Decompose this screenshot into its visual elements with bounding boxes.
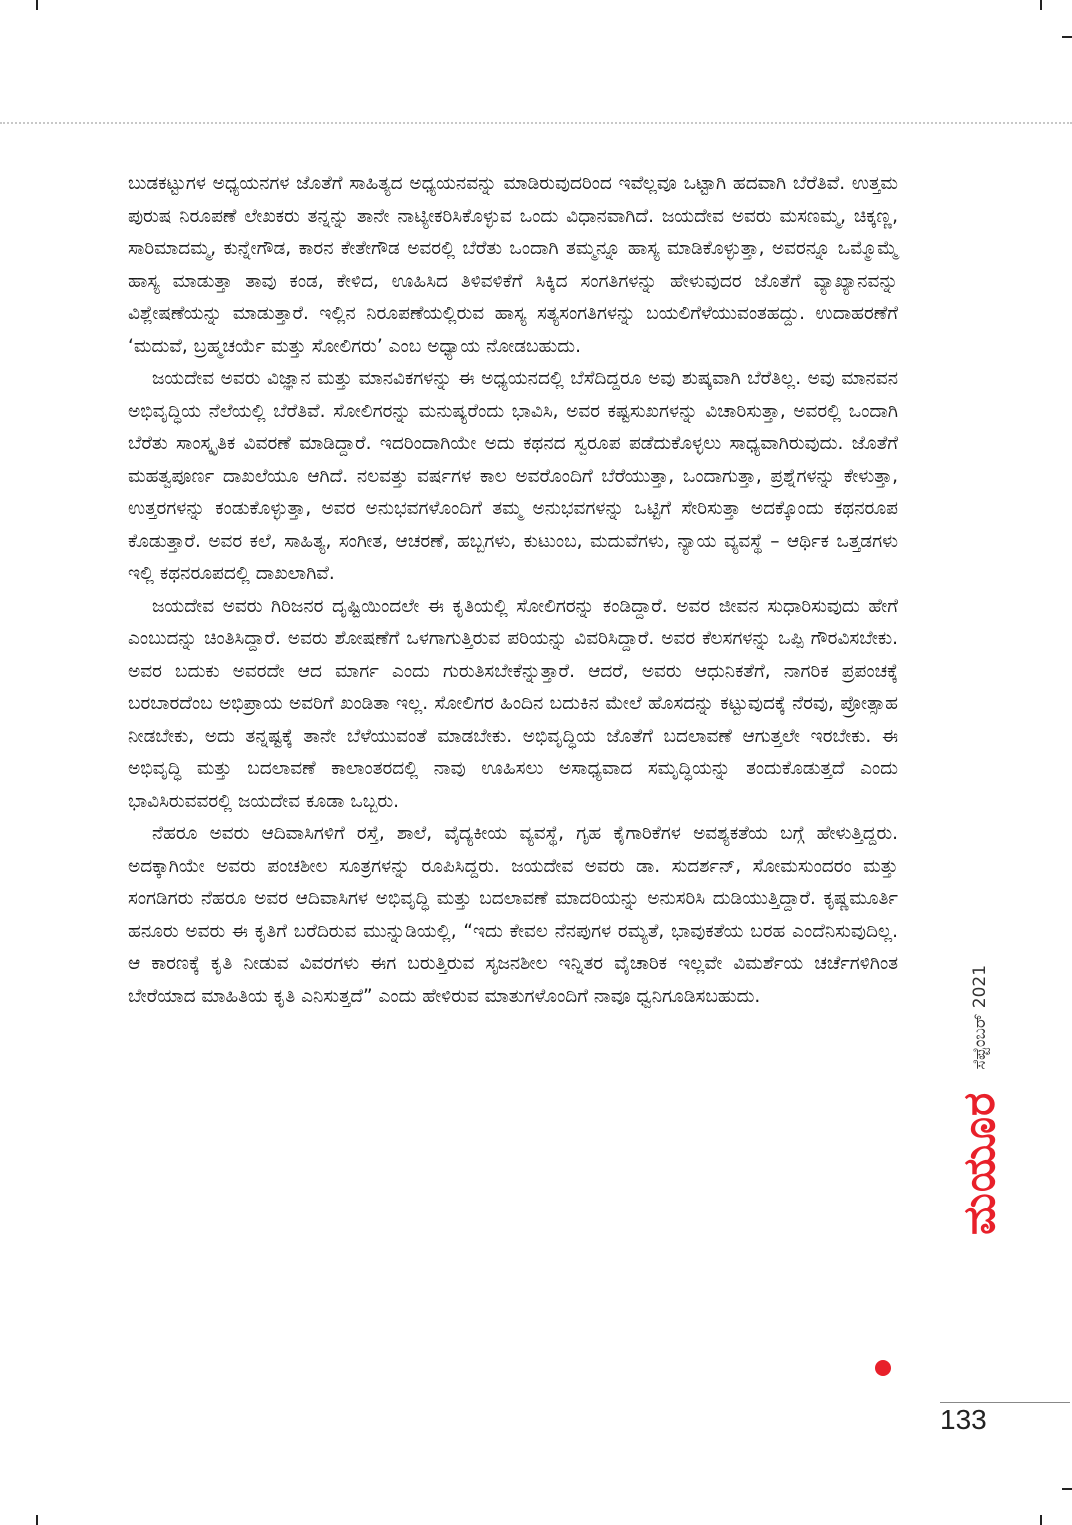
crop-mark-right-lower bbox=[1062, 1488, 1072, 1490]
crop-mark-top-right bbox=[1040, 0, 1042, 10]
page-number: 133 bbox=[940, 1404, 987, 1435]
crop-mark-bottom-right bbox=[1040, 1515, 1042, 1525]
end-of-article-dot bbox=[875, 1360, 891, 1376]
issue-date: ಸೆಪ್ಟೆಂಬರ್ 2021 bbox=[970, 964, 990, 1070]
crop-mark-top-left bbox=[36, 0, 38, 10]
article-paragraph: ಜಯದೇವ ಅವರು ಗಿರಿಜನರ ದೃಷ್ಟಿಯಿಂದಲೇ ಈ ಕೃತಿಯಲ್ಲಿ ಸೋಲಿಗರನ್ನು ಕಂಡಿದ್ದಾರೆ. ಅವರ ಜೀವನ ಸುಧಾರಿಸುವುದು ಹೇಗೆ ಎಂಬುದನ್ನು ಚಿಂತಿಸಿದ್ದಾರೆ. ಅವರು ಶೋಷಣೆಗೆ ಒಳಗಾಗುತ್ತಿರುವ ಪರಿಯನ್ನು ವಿವರಿಸಿದ್ದಾರೆ. ಅವರ ಕೆಲಸಗಳನ್ನು ಒಪ್ಪಿ ಗೌರವಿಸಬೇಕು. ಅವರ ಬದುಕು ಅವರದೇ ಆದ ಮಾರ್ಗ ಎಂದು ಗುರುತಿಸಬೇಕೆನ್ನುತ್ತಾರೆ. ಆದರೆ, ಅವರು ಆಧುನಿಕತೆಗೆ, ನಾಗರಿಕ ಪ್ರಪಂಚಕ್ಕೆ ಬರಬಾರದೆಂಬ ಅಭಿಪ್ರಾಯ ಅವರಿಗೆ ಖಂಡಿತಾ ಇಲ್ಲ. ಸೋಲಿಗರ ಹಿಂದಿನ ಬದುಕಿನ ಮೇಲೆ ಹೊಸದನ್ನು ಕಟ್ಟುವುದಕ್ಕೆ ನೆರವು, ಪ್ರೋತ್ಸಾಹ ನೀಡಬೇಕು, ಅದು ತನ್ನಷ್ಟಕ್ಕೆ ತಾನೇ ಬೆಳೆಯುವಂತೆ ಮಾಡಬೇಕು. ಅಭಿವೃದ್ಧಿಯ ಜೊತೆಗೆ ಬದಲಾವಣೆ ಆಗುತ್ತಲೇ ಇರಬೇಕು. ಈ ಅಭಿವೃದ್ಧಿ ಮತ್ತು ಬದಲಾವಣೆ ಕಾಲಾಂತರದಲ್ಲಿ ನಾವು ಊಹಿಸಲು ಅಸಾಧ್ಯವಾದ ಸಮೃದ್ಧಿಯನ್ನು ತಂದುಕೊಡುತ್ತದೆ ಎಂದು ಭಾವಿಸಿರುವವರಲ್ಲಿ ಜಯದೇವ ಕೂಡಾ ಒಬ್ಬರು. bbox=[128, 595, 898, 812]
magazine-logo: ಮಯೂರ bbox=[954, 1091, 1005, 1235]
article-paragraph: ಜಯದೇವ ಅವರು ವಿಜ್ಞಾನ ಮತ್ತು ಮಾನವಿಕಗಳನ್ನು ಈ ಅಧ್ಯಯನದಲ್ಲಿ ಬೆಸೆದಿದ್ದರೂ ಅವು ಶುಷ್ಕವಾಗಿ ಬೆರೆತಿಲ್ಲ. ಅವು ಮಾನವನ ಅಭಿವೃದ್ಧಿಯ ನೆಲೆಯಲ್ಲಿ ಬೆರೆತಿವೆ. ಸೋಲಿಗರನ್ನು ಮನುಷ್ಯರೆಂದು ಭಾವಿಸಿ, ಅವರ ಕಷ್ಟಸುಖಗಳನ್ನು ವಿಚಾರಿಸುತ್ತಾ, ಅವರಲ್ಲಿ ಒಂದಾಗಿ ಬೆರೆತು ಸಾಂಸ್ಕೃತಿಕ ವಿವರಣೆ ಮಾಡಿದ್ದಾರೆ. ಇದರಿಂದಾಗಿಯೇ ಅದು ಕಥನದ ಸ್ವರೂಪ ಪಡೆದುಕೊಳ್ಳಲು ಸಾಧ್ಯವಾಗಿರುವುದು. ಜೊತೆಗೆ ಮಹತ್ವಪೂರ್ಣ ದಾಖಲೆಯೂ ಆಗಿದೆ. ನಲವತ್ತು ವರ್ಷಗಳ ಕಾಲ ಅವರೊಂದಿಗೆ ಬೆರೆಯುತ್ತಾ, ಒಂದಾಗುತ್ತಾ, ಪ್ರಶ್ನೆಗಳನ್ನು ಕೇಳುತ್ತಾ, ಉತ್ತರಗಳನ್ನು ಕಂಡುಕೊಳ್ಳುತ್ತಾ, ಅವರ ಅನುಭವಗಳೊಂದಿಗೆ ತಮ್ಮ ಅನುಭವಗಳನ್ನು ಒಟ್ಟಿಗೆ ಸೇರಿಸುತ್ತಾ ಅದಕ್ಕೊಂದು ಕಥನರೂಪ ಕೊಡುತ್ತಾರೆ. ಅವರ ಕಲೆ, ಸಾಹಿತ್ಯ, ಸಂಗೀತ, ಆಚರಣೆ, ಹಬ್ಬಗಳು, ಕುಟುಂಬ, ಮದುವೆಗಳು, ನ್ಯಾಯ ವ್ಯವಸ್ಥೆ – ಆರ್ಥಿಕ ಒತ್ತಡಗಳು ಇಲ್ಲಿ ಕಥನರೂಪದಲ್ಲಿ ದಾಖಲಾಗಿವೆ. bbox=[128, 368, 899, 584]
header-dotted-rule bbox=[0, 122, 1072, 124]
crop-mark-bottom-left bbox=[36, 1515, 38, 1525]
article-body bbox=[128, 168, 898, 1368]
article-paragraph: ನೆಹರೂ ಅವರು ಆದಿವಾಸಿಗಳಿಗೆ ರಸ್ತೆ, ಶಾಲೆ, ವೈದ್ಯಕೀಯ ವ್ಯವಸ್ಥೆ, ಗೃಹ ಕೈಗಾರಿಕೆಗಳ ಅವಶ್ಯಕತೆಯ ಬಗ್ಗೆ ಹೇಳುತ್ತಿದ್ದರು. ಅದಕ್ಕಾಗಿಯೇ ಅವರು ಪಂಚಶೀಲ ಸೂತ್ರಗಳನ್ನು ರೂಪಿಸಿದ್ದರು. ಜಯದೇವ ಅವರು ಡಾ. ಸುದರ್ಶನ್, ಸೋಮಸುಂದರಂ ಮತ್ತು ಸಂಗಡಿಗರು ನೆಹರೂ ಅವರ ಆದಿವಾಸಿಗಳ ಅಭಿವೃದ್ಧಿ ಮತ್ತು ಬದಲಾವಣೆ ಮಾದರಿಯನ್ನು ಅನುಸರಿಸಿ ದುಡಿಯುತ್ತಿದ್ದಾರೆ. ಕೃಷ್ಣಮೂರ್ತಿ ಹನೂರು ಅವರು ಈ ಕೃತಿಗೆ ಬರೆದಿರುವ ಮುನ್ನುಡಿಯಲ್ಲಿ, “ಇದು ಕೇವಲ ನೆನಪುಗಳ ರಮ್ಯತೆ, ಭಾವುಕತೆಯ ಬರಹ ಎಂದೆನಿಸುವುದಿಲ್ಲ. ಆ ಕಾರಣಕ್ಕೆ ಕೃತಿ ನೀಡುವ ವಿವರಗಳು ಈಗ ಬರುತ್ತಿರುವ ಸೃಜನಶೀಲ ಇನ್ನಿತರ ವೈಚಾರಿಕ ಇಲ್ಲವೇ ವಿಮರ್ಶೆಯ ಚರ್ಚೆಗಳಿಗಿಂತ ಬೇರೆಯಾದ ಮಾಹಿತಿಯ ಕೃತಿ ಎನಿಸುತ್ತದೆ” ಎಂದು ಹೇಳಿರುವ ಮಾತುಗಳೊಂದಿಗೆ ನಾವೂ ಧ್ವನಿಗೂಡಿಸಬಹುದು. bbox=[128, 823, 898, 1007]
crop-mark-right-upper bbox=[1062, 36, 1072, 38]
article-paragraph: ಬುಡಕಟ್ಟುಗಳ ಅಧ್ಯಯನಗಳ ಜೊತೆಗೆ ಸಾಹಿತ್ಯದ ಅಧ್ಯಯನವನ್ನು ಮಾಡಿರುವುದರಿಂದ ಇವೆಲ್ಲವೂ ಒಟ್ಟಾಗಿ ಹದವಾಗಿ ಬೆರೆತಿವೆ. ಉತ್ತಮ ಪುರುಷ ನಿರೂಪಣೆ ಲೇಖಕರು ತನ್ನನ್ನು ತಾನೇ ನಾಟ್ಯೀಕರಿಸಿಕೊಳ್ಳುವ ಒಂದು ವಿಧಾನವಾಗಿದೆ. ಜಯದೇವ ಅವರು ಮಸಣಮ್ಮ, ಚಿಕ್ಕಣ್ಣ, ಸಾರಿಮಾದಮ್ಮ, ಕುನ್ನೇಗೌಡ, ಕಾರನ ಕೇತೇಗೌಡ ಅವರಲ್ಲಿ ಬೆರೆತು ಒಂದಾಗಿ ತಮ್ಮನ್ನೂ ಹಾಸ್ಯ ಮಾಡಿಕೊಳ್ಳುತ್ತಾ, ಅವರನ್ನೂ ಒಮ್ಮೊಮ್ಮೆ ಹಾಸ್ಯ ಮಾಡುತ್ತಾ ತಾವು ಕಂಡ, ಕೇಳಿದ, ಊಹಿಸಿದ ತಿಳಿವಳಿಕೆಗೆ ಸಿಕ್ಕಿದ ಸಂಗತಿಗಳನ್ನು ಹೇಳುವುದರ ಜೊತೆಗೆ ವ್ಯಾಖ್ಯಾನವನ್ನು ವಿಶ್ಲೇಷಣೆಯನ್ನು ಮಾಡುತ್ತಾರೆ. ಇಲ್ಲಿನ ನಿರೂಪಣೆಯಲ್ಲಿರುವ ಹಾಸ್ಯ ಸತ್ಯಸಂಗತಿಗಳನ್ನು ಬಯಲಿಗೆಳೆಯುವಂತಹದ್ದು. ಉದಾಹರಣೆಗೆ ‘ಮದುವೆ, ಬ್ರಹ್ಮಚರ್ಯೆ ಮತ್ತು ಸೋಲಿಗರು’ ಎಂಬ ಅಧ್ಯಾಯ ನೋಡಬಹುದು. bbox=[128, 173, 898, 357]
